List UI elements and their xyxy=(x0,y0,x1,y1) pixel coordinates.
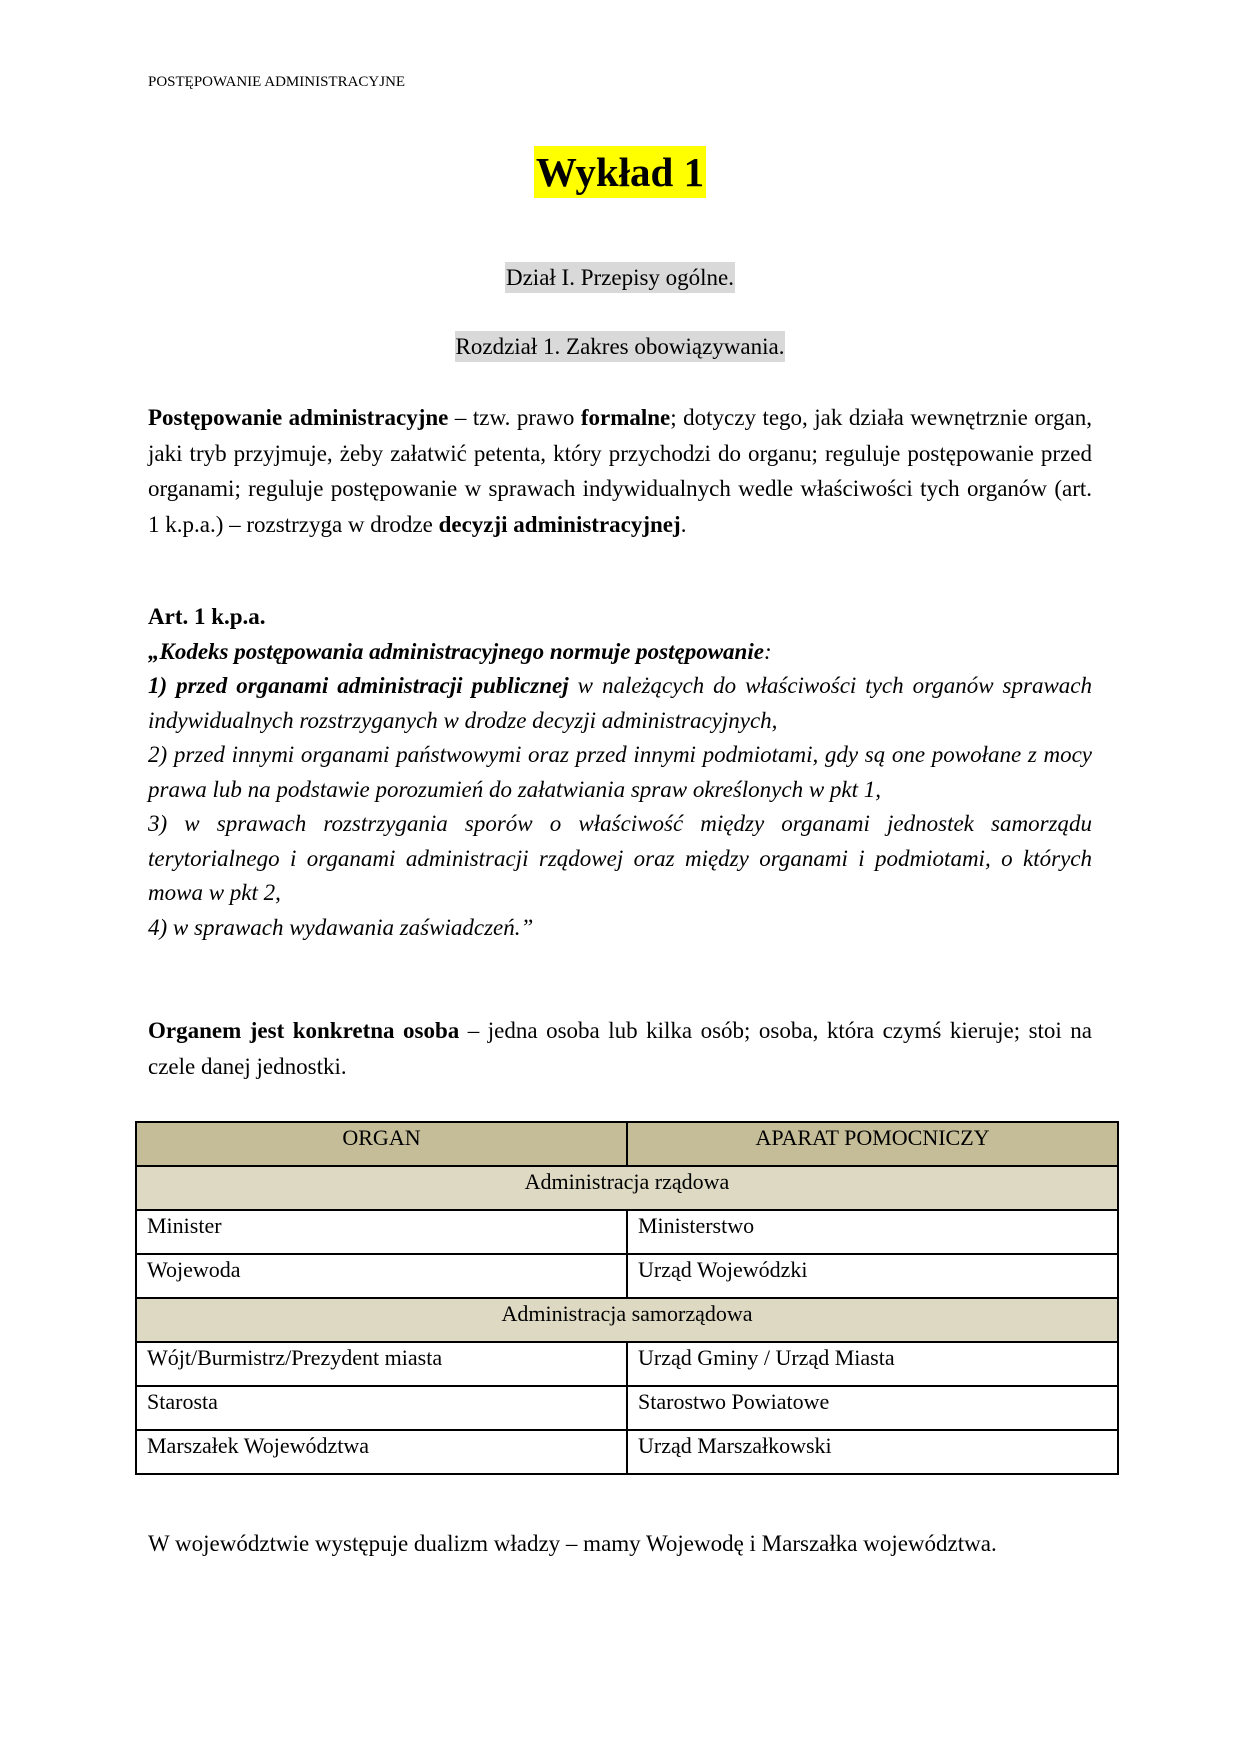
running-header: POSTĘPOWANIE ADMINISTRACYJNE xyxy=(148,74,406,90)
table-row xyxy=(136,1210,1118,1254)
article-heading: Art. 1 k.p.a. xyxy=(148,604,266,629)
article-point-3: 3) w sprawach rozstrzygania sporów o właściwość między organami jednostek samorządu terytorialnego i organami administracji rządowej oraz między organami i podmiotami, o których mowa w pkt 2, xyxy=(148,811,1092,905)
intro-bold-formalne: formalne xyxy=(580,405,671,430)
cell-organ: Starosta xyxy=(136,1386,627,1430)
intro-text-1: – tzw. prawo xyxy=(448,405,581,430)
cell-organ: Wójt/Burmistrz/Prezydent miasta xyxy=(136,1342,627,1386)
cell-apparatus: Urząd Wojewódzki xyxy=(627,1254,1118,1298)
organ-term: Organem jest konkretna osoba xyxy=(148,1018,460,1043)
article-quote xyxy=(148,600,1092,945)
article-point-1-bold: 1) przed organami administracji publicznej xyxy=(148,673,569,698)
group-self-government: Administracja samorządowa xyxy=(136,1298,1118,1342)
cell-apparatus: Starostwo Powiatowe xyxy=(627,1386,1118,1430)
table-row xyxy=(136,1430,1118,1474)
chapter-heading: Rozdział 1. Zakres obowiązywania. xyxy=(455,331,786,362)
column-header-apparatus: APARAT POMOCNICZY xyxy=(627,1122,1118,1166)
article-intro: „Kodeks postępowania administracyjnego normuje postępowanie xyxy=(148,638,764,664)
cell-apparatus: Urząd Gminy / Urząd Miasta xyxy=(627,1342,1118,1386)
article-point-1-rest: w należących do właściwości tych organów sprawach indywidualnych rozstrzyganych w drodze decyzji administracyjnych, xyxy=(148,673,1092,733)
title-container xyxy=(0,146,1240,198)
organ-text: – jedna osoba lub kilka osób; osoba, która czymś kieruje; stoi na czele danej jednostki. xyxy=(148,1018,1093,1079)
division-heading-container xyxy=(0,262,1240,293)
cell-organ: Wojewoda xyxy=(136,1254,627,1298)
cell-apparatus: Ministerstwo xyxy=(627,1210,1118,1254)
intro-bold-decyzja: decyzji administracyjnej xyxy=(438,511,681,537)
division-heading: Dział I. Przepisy ogólne. xyxy=(505,262,735,293)
table-row xyxy=(136,1342,1118,1386)
closing-paragraph: W województwie występuje dualizm władzy – mamy Wojewodę i Marszałka województwa. xyxy=(148,1531,997,1556)
cell-organ: Minister xyxy=(136,1210,627,1254)
group-government: Administracja rządowa xyxy=(136,1166,1118,1210)
article-intro-end: : xyxy=(763,638,772,664)
organ-paragraph xyxy=(148,1013,1092,1084)
table-header-row xyxy=(136,1122,1118,1166)
table-row xyxy=(136,1386,1118,1430)
intro-term: Postępowanie administracyjne xyxy=(148,405,449,430)
intro-text-2: ; dotyczy tego, jak działa wewnętrznie organ, jaki tryb przyjmuje, żeby załatwić petenta, który przychodzi do organu; reguluje postępowanie przed organami; reguluje postępowanie w sprawach indywidualnych wedle właściwości tych organów (art. 1 k.p.a.) – rozstrzyga w drodze xyxy=(148,405,1092,537)
article-point-2: 2) przed innymi organami państwowymi oraz przed innymi podmiotami, gdy są one powołane z mocy prawa lub na podstawie porozumień do załatwiania spraw określonych w pkt 1, xyxy=(148,742,1092,802)
intro-end: . xyxy=(680,511,687,537)
intro-paragraph xyxy=(148,400,1092,542)
chapter-heading-container xyxy=(0,331,1240,362)
column-header-organ: ORGAN xyxy=(136,1122,627,1166)
organ-apparatus-table xyxy=(135,1121,1119,1475)
cell-organ: Marszałek Województwa xyxy=(136,1430,627,1474)
table-row xyxy=(136,1254,1118,1298)
table-group-row xyxy=(136,1166,1118,1210)
cell-apparatus: Urząd Marszałkowski xyxy=(627,1430,1118,1474)
table-group-row xyxy=(136,1298,1118,1342)
article-point-4: 4) w sprawach wydawania zaświadczeń.” xyxy=(148,914,534,940)
lecture-title: Wykład 1 xyxy=(534,146,706,198)
